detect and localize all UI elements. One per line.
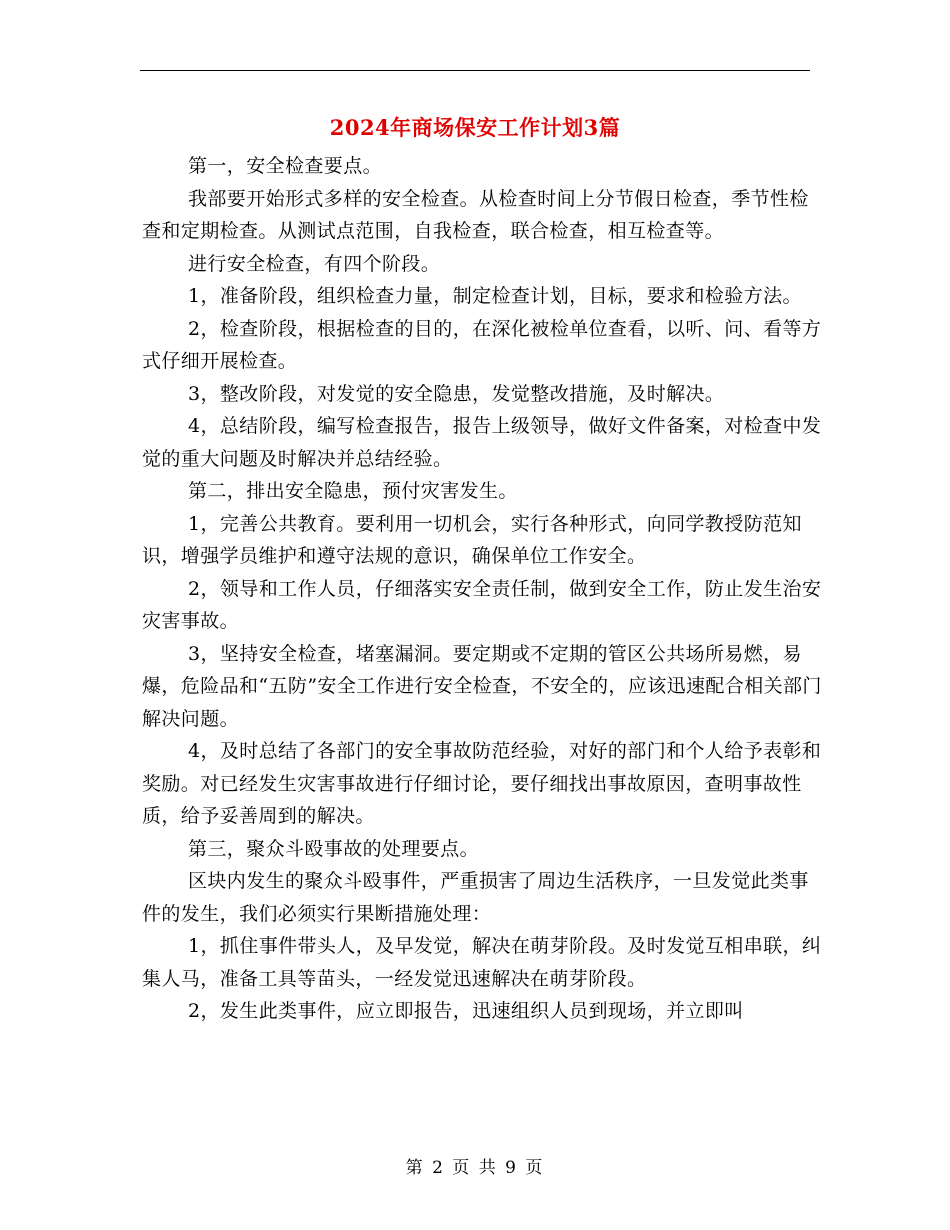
paragraph: 1，完善公共教育。要利用一切机会，实行各种形式，向同学教授防范知识，增强学员维护和遵守法规的意识，确保单位工作安全。 <box>142 512 802 567</box>
document-title: 2024年商场保安工作计划3篇 <box>329 115 621 140</box>
paragraph: 第二，排出安全隐患，预付灾害发生。 <box>188 480 518 502</box>
page-number: 第 2 页 共 9 页 <box>405 1158 545 1178</box>
header-rule <box>140 70 810 71</box>
paragraph: 1，准备阶段，组织检查力量，制定检查计划，目标，要求和检验方法。 <box>188 285 802 307</box>
paragraph: 我部要开始形式多样的安全检查。从检查时间上分节假日检查，季节性检查和定期检查。从测试点范围，自我检查，联合检查，相互检查等。 <box>142 187 809 242</box>
paragraph: 第三，聚众斗殴事故的处理要点。 <box>188 837 480 860</box>
paragraph: 区块内发生的聚众斗殴事件，严重损害了周边生活秩序，一旦发觉此类事件的发生，我们必须实行果断措施处理： <box>142 870 809 925</box>
document-body <box>142 150 822 1028</box>
paragraph: 进行安全检查，有四个阶段。 <box>188 252 441 275</box>
paragraph: 第一，安全检查要点。 <box>188 155 383 177</box>
paragraph: 4，总结阶段，编写检查报告，报告上级领导，做好文件备案，对检查中发觉的重大问题及时解决并总结经验。 <box>142 415 822 470</box>
paragraph: 2，发生此类事件，应立即报告，迅速组织人员到现场，并立即叫 <box>188 1000 744 1022</box>
paragraph: 3，坚持安全检查，堵塞漏洞。要定期或不定期的管区公共场所易燃，易爆，危险品和“五防”安全工作进行安全检查，不安全的，应该迅速配合相关部门解决问题。 <box>142 642 822 730</box>
paragraph: 1，抓住事件带头人，及早发觉，解决在萌芽阶段。及时发觉互相串联，纠集人马，准备工具等苗头，一经发觉迅速解决在萌芽阶段。 <box>142 935 822 990</box>
paragraph: 2，领导和工作人员，仔细落实安全责任制，做到安全工作，防止发生治安灾害事故。 <box>142 577 822 632</box>
paragraph: 2，检查阶段，根据检查的目的，在深化被检单位查看，以听、问、看等方式仔细开展检查。 <box>142 317 822 372</box>
paragraph: 4，及时总结了各部门的安全事故防范经验，对好的部门和个人给予表彰和奖励。对已经发生灾害事故进行仔细讨论，要仔细找出事故原因，查明事故性质，给予妥善周到的解决。 <box>142 740 822 827</box>
paragraph: 3，整改阶段，对发觉的安全隐患，发觉整改措施，及时解决。 <box>188 382 725 405</box>
